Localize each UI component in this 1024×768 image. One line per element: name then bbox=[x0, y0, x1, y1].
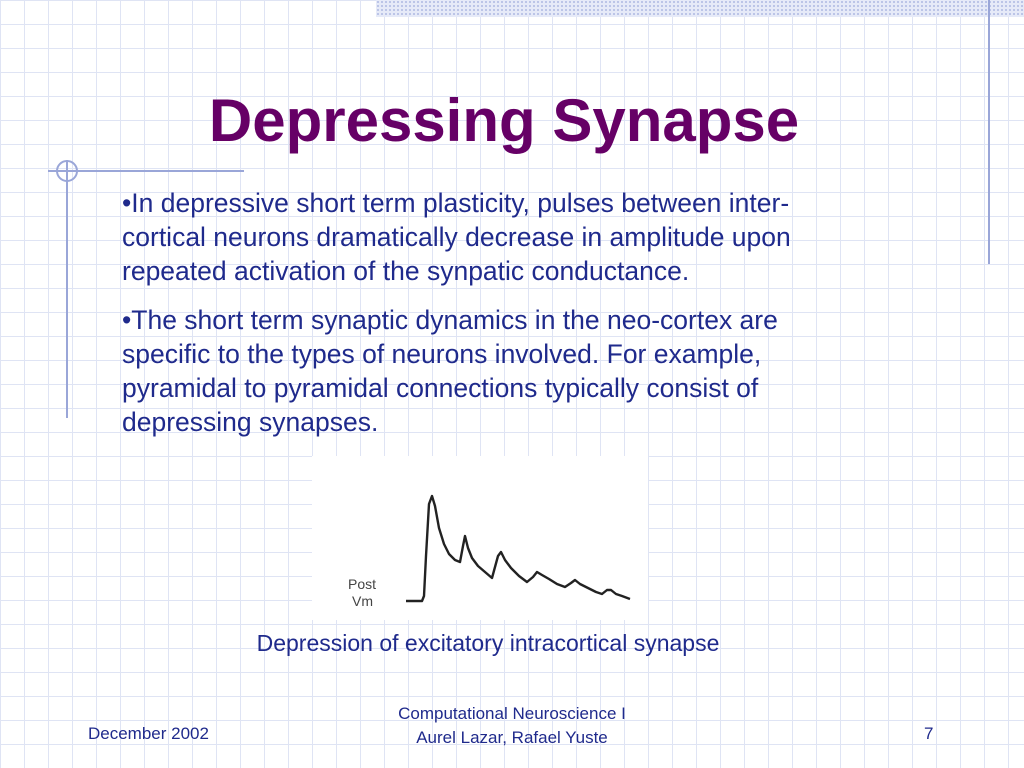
depressing-epsp-trace bbox=[406, 496, 630, 601]
slide-title: Depressing Synapse bbox=[208, 87, 800, 154]
bullet-item-2: •The short term synaptic dynamics in the neo-cortex are specific to the types of neurons involved. For example, pyramidal to pyramidal connections typically consist of depressing synapses. bbox=[122, 305, 778, 437]
footer-center bbox=[312, 702, 712, 750]
trace-label-post: Post bbox=[348, 576, 377, 592]
footer-authors: Aurel Lazar, Rafael Yuste bbox=[416, 728, 608, 747]
top-decor-band bbox=[376, 0, 1024, 17]
footer-page-number: 7 bbox=[924, 724, 934, 743]
footer-date: December 2002 bbox=[88, 724, 209, 743]
bullet-list bbox=[122, 186, 862, 454]
figure-caption: Depression of excitatory intracortical synapse bbox=[256, 630, 720, 656]
trace-graphic bbox=[312, 456, 648, 620]
synapse-trace-figure bbox=[312, 456, 648, 620]
left-decor-line bbox=[66, 160, 68, 418]
footer-course: Computational Neuroscience I bbox=[398, 704, 626, 723]
trace-label-vm: Vm bbox=[352, 593, 373, 609]
bullet-item-1: •In depressive short term plasticity, pulses between inter-cortical neurons dramatically decrease in amplitude upon repeated activation of the synpatic conductance. bbox=[122, 188, 791, 286]
crosshair-decor-icon bbox=[56, 160, 78, 182]
